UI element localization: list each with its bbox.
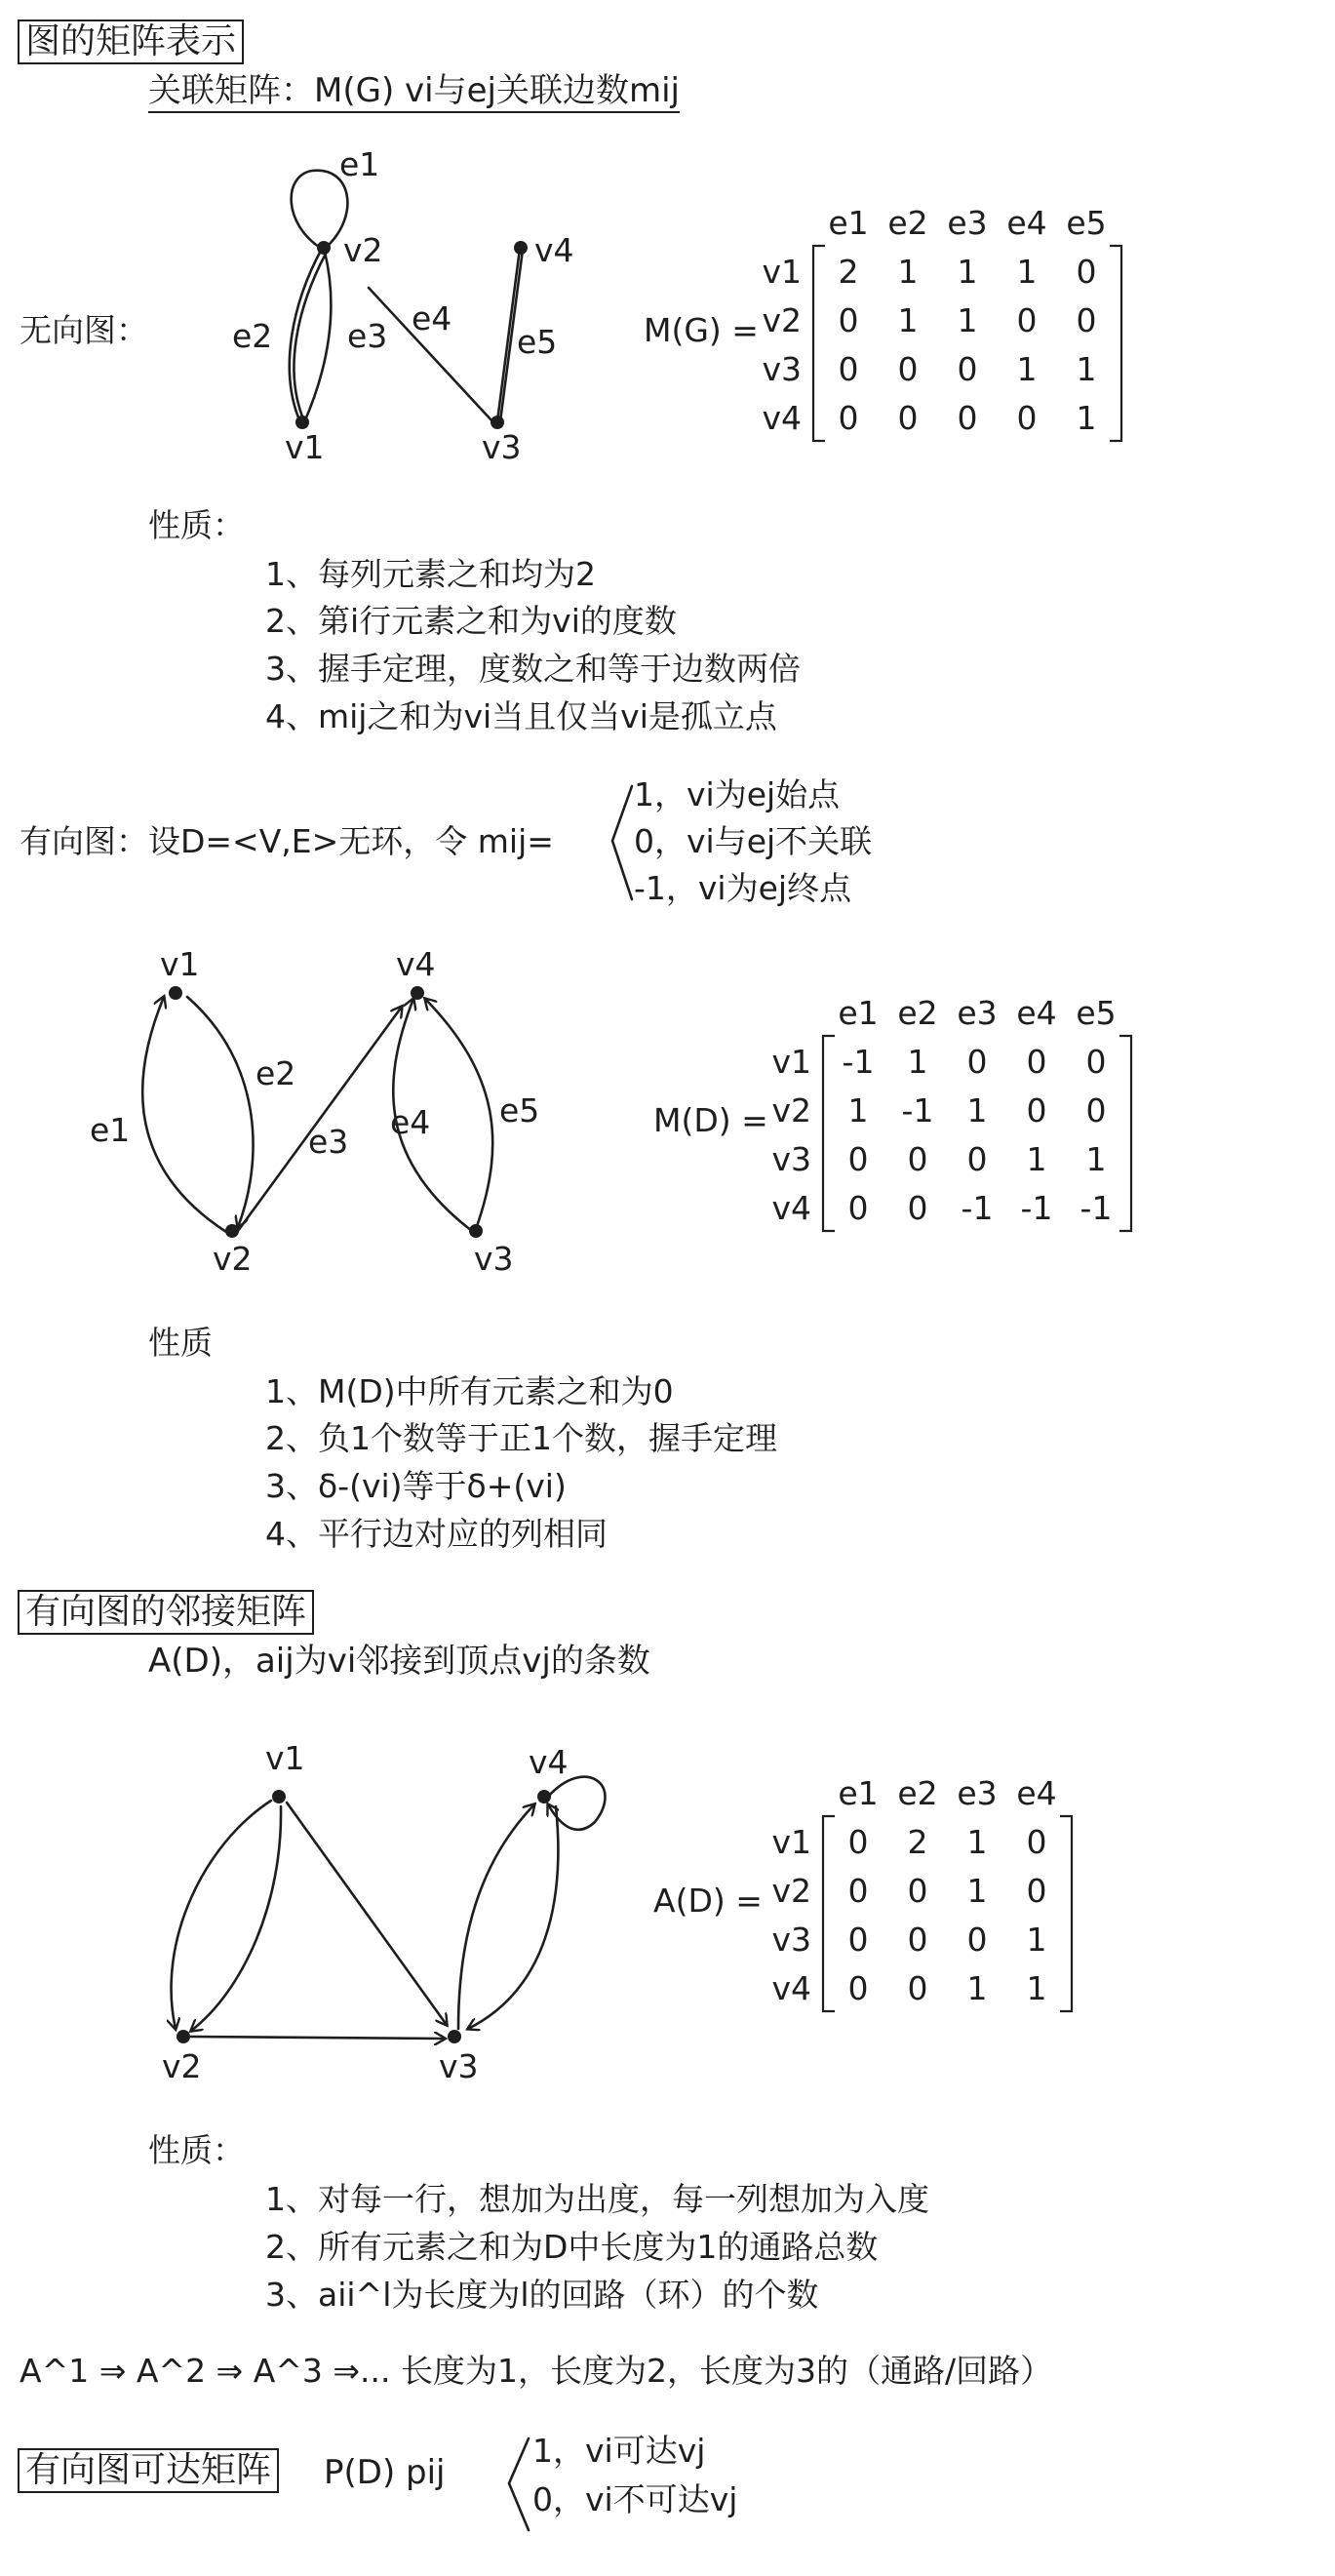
edge-e5-label: e5	[499, 1091, 540, 1129]
matrix2-cell: 0	[847, 1140, 869, 1178]
matrix2-cell: 0	[907, 1189, 928, 1227]
matrix2-cell: 1	[847, 1091, 869, 1129]
matrix3-row-header: v3	[771, 1921, 811, 1959]
property1-item: 3、握手定理，度数之和等于边数两倍	[265, 650, 801, 688]
vertex-v3-dot	[448, 2030, 461, 2043]
matrix2-cell: 0	[1026, 1091, 1047, 1129]
property1-item: 1、每列元素之和均为2	[265, 555, 596, 593]
edge-e3	[238, 1007, 402, 1231]
matrix3-cell: 0	[966, 1921, 988, 1959]
edge-e2b	[294, 254, 326, 421]
vertex-v1-dot	[295, 416, 309, 429]
matrix2-cell: -1	[1080, 1189, 1113, 1227]
matrix2-cell: 0	[966, 1140, 988, 1178]
matrix1-cell: 0	[957, 350, 978, 388]
matrix3-right-bracket	[1060, 1816, 1072, 2011]
matrix2-left-bracket	[823, 1036, 835, 1231]
matrix1-left-bracket	[813, 246, 825, 441]
incidence-matrix-md	[634, 985, 1238, 1239]
directed-case: -1，vi为ej终点	[634, 869, 852, 907]
matrix1-cell: 1	[957, 253, 978, 291]
edge-v1-v2-b	[191, 1806, 281, 2031]
reachability-case: 0，vi不可达vj	[532, 2480, 738, 2518]
matrix3-row-header: v1	[771, 1823, 811, 1861]
matrix1-cell: 0	[838, 399, 859, 437]
property1-item: 4、mij之和为vi当且仅当vi是孤立点	[265, 697, 777, 735]
matrix1-cell: 1	[1016, 253, 1038, 291]
matrix1-cell: 0	[957, 399, 978, 437]
matrix2-col-header: e1	[838, 994, 879, 1032]
matrix3-cell: 0	[907, 1921, 928, 1959]
matrix3-cell: 0	[907, 1969, 928, 2007]
matrix2-cell: 0	[847, 1189, 869, 1227]
matrix1-row-header: v3	[762, 350, 802, 388]
edge-e1	[142, 997, 226, 1232]
matrix2-cell: 0	[966, 1043, 988, 1081]
matrix2-cell: 1	[1085, 1140, 1107, 1178]
vertex-v2-label: v2	[162, 2047, 202, 2085]
edge-v1-v3	[287, 1803, 447, 2025]
matrix1-col-header: e4	[1006, 204, 1047, 242]
adjacency-matrix-ad	[634, 1765, 1238, 2019]
matrix2-cell: -1	[961, 1189, 994, 1227]
matrix3-cell: 1	[966, 1823, 988, 1861]
matrix2-col-header: e4	[1016, 994, 1057, 1032]
matrix2-cell: -1	[842, 1043, 875, 1081]
edge-e4-label: e4	[412, 299, 452, 337]
property2-item: 4、平行边对应的列相同	[265, 1515, 608, 1553]
matrix1-cell: 0	[838, 301, 859, 339]
edge-e5	[425, 999, 492, 1229]
edge-v4-v3	[468, 1806, 558, 2029]
matrix3-cell: 0	[847, 1823, 869, 1861]
property3-item: 3、aii^l为长度为l的回路（环）的个数	[265, 2276, 819, 2314]
vertex-v3-label: v3	[474, 1240, 514, 1278]
property2-item: 1、M(D)中所有元素之和为0	[265, 1372, 674, 1410]
edge-e1-label: e1	[339, 145, 380, 183]
matrix1-cell: 0	[1076, 301, 1097, 339]
matrix1-cell: 0	[1016, 301, 1038, 339]
matrix3-cell: 1	[1026, 1969, 1047, 2007]
matrix3-col-header: e3	[957, 1774, 998, 1812]
graph1-edges	[290, 171, 523, 422]
matrix3-col-header: e2	[897, 1774, 938, 1812]
matrix2-cell: 1	[1026, 1140, 1047, 1178]
matrix1-cell: 0	[838, 350, 859, 388]
matrix3-col-header: e4	[1016, 1774, 1057, 1812]
matrix1-cell: 1	[897, 253, 919, 291]
incidence-definition: 关联矩阵：M(G) vi与ej关联边数mij	[148, 74, 680, 113]
matrix2-cell: -1	[1020, 1189, 1053, 1227]
matrix1-cell: 0	[897, 399, 919, 437]
matrix3-cell: 0	[907, 1872, 928, 1910]
matrix3-label: A(D) =	[653, 1882, 763, 1920]
edge-e5-label: e5	[517, 323, 558, 361]
reachability-definition: P(D) pij	[324, 2453, 446, 2492]
undirected-graph-label: 无向图：	[20, 311, 148, 349]
vertex-v1-label: v1	[160, 945, 200, 983]
matrix-power-line: A^1 ⇒ A^2 ⇒ A^3 ⇒... 长度为1，长度为2，长度为3的（通路/回路）	[20, 2352, 1053, 2390]
matrix3-cell: 0	[847, 1921, 869, 1959]
matrix3-col-header: e1	[838, 1774, 879, 1812]
vertex-v3-label: v3	[439, 2047, 479, 2085]
vertex-v4-label: v4	[396, 945, 436, 983]
matrix2-col-header: e3	[957, 994, 998, 1032]
matrix1-col-header: e1	[828, 204, 869, 242]
edge-v1-v2-a	[172, 1801, 271, 2029]
matrix1-cell: 0	[1016, 399, 1038, 437]
adjacency-graph	[0, 1726, 644, 2117]
edge-v3-v4	[458, 1804, 534, 2029]
section-title-adjacency-matrix: 有向图的邻接矩阵	[18, 1590, 314, 1635]
directed-definition: 有向图：设D=<V,E>无环，令 mij=	[20, 822, 554, 860]
matrix3-cell: 0	[1026, 1823, 1047, 1861]
matrix3-cell: 2	[907, 1823, 928, 1861]
edge-e3-label: e3	[308, 1123, 349, 1161]
matrix1-row-header: v1	[762, 253, 802, 291]
matrix1-col-header: e3	[947, 204, 988, 242]
vertex-v3-dot	[469, 1224, 483, 1238]
matrix2-col-header: e2	[897, 994, 938, 1032]
matrix2-cell: 0	[907, 1140, 928, 1178]
matrix2-right-bracket	[1119, 1036, 1131, 1231]
vertex-v4-dot	[411, 986, 424, 1000]
matrix3-cell: 1	[966, 1872, 988, 1910]
edge-e2	[187, 997, 254, 1227]
edge-e4-label: e4	[390, 1103, 431, 1141]
matrix3-cell: 0	[847, 1872, 869, 1910]
edge-e2-label: e2	[232, 317, 273, 355]
vertex-v1-label: v1	[265, 1739, 305, 1777]
edge-v2-v3	[191, 2037, 445, 2039]
vertex-v3-label: v3	[482, 428, 522, 466]
properties-title-3: 性质：	[148, 2131, 245, 2169]
matrix2-cell: 1	[907, 1043, 928, 1081]
matrix3-cell: 1	[966, 1969, 988, 2007]
matrix1-cell: 0	[897, 350, 919, 388]
matrix3-row-header: v4	[771, 1969, 811, 2007]
edge-e2-label: e2	[255, 1054, 296, 1092]
matrix2-col-header: e5	[1076, 994, 1117, 1032]
matrix2-row-header: v2	[771, 1091, 811, 1129]
vertex-v1-dot	[169, 986, 182, 1000]
undirected-graph	[0, 117, 624, 605]
matrix2-cell: 0	[1085, 1091, 1107, 1129]
edge-e3-label: e3	[347, 317, 388, 355]
property3-item: 2、所有元素之和为D中长度为1的通路总数	[265, 2228, 879, 2266]
vertex-v2-dot	[317, 241, 331, 255]
matrix3-cell: 0	[1026, 1872, 1047, 1910]
vertex-v4-label: v4	[529, 1743, 569, 1781]
matrix1-col-header: e2	[887, 204, 928, 242]
matrix1-cell: 1	[1076, 399, 1097, 437]
section-title-matrix-representation: 图的矩阵表示	[18, 20, 244, 64]
vertex-v4-dot	[537, 1790, 551, 1803]
matrix1-cell: 0	[1076, 253, 1097, 291]
matrix1-col-header: e5	[1066, 204, 1107, 242]
edge-e2	[290, 249, 322, 422]
incidence-matrix-mg	[624, 195, 1209, 449]
edge-e1-label: e1	[90, 1111, 131, 1149]
matrix2-cell: 0	[1085, 1043, 1107, 1081]
matrix1-right-bracket	[1110, 246, 1121, 441]
directed-graph	[0, 936, 624, 1307]
vertex-v2-dot	[225, 1224, 239, 1238]
properties-title-2: 性质	[148, 1324, 213, 1362]
matrix1-row-header: v4	[762, 399, 802, 437]
matrix2-label: M(D) =	[653, 1101, 768, 1139]
matrix1-label: M(G) =	[644, 311, 759, 349]
matrix3-left-bracket	[823, 1816, 835, 2011]
properties-title-1: 性质：	[148, 506, 245, 544]
vertex-v3-dot	[491, 416, 504, 429]
matrix3-row-header: v2	[771, 1872, 811, 1910]
matrix2-cell: -1	[901, 1091, 934, 1129]
directed-case: 1，vi为ej始点	[634, 775, 841, 813]
matrix2-row-header: v1	[771, 1043, 811, 1081]
vertex-v2-label: v2	[213, 1240, 253, 1278]
property3-item: 1、对每一行，想加为出度，每一列想加为入度	[265, 2180, 929, 2218]
vertex-v1-label: v1	[285, 428, 325, 466]
matrix1-cell: 2	[838, 253, 859, 291]
vertex-v1-dot	[272, 1790, 286, 1803]
vertex-v4-dot	[514, 241, 528, 255]
section-title-reachability-matrix: 有向图可达矩阵	[18, 2448, 279, 2493]
matrix1-cell: 1	[1076, 350, 1097, 388]
vertex-v2-label: v2	[343, 231, 383, 269]
property2-item: 3、δ-(vi)等于δ+(vi)	[265, 1467, 567, 1505]
vertex-v2-dot	[177, 2030, 190, 2043]
directed-case: 0，vi与ej不关联	[634, 822, 873, 860]
matrix2-cell: 1	[966, 1091, 988, 1129]
matrix1-cell: 1	[897, 301, 919, 339]
matrix1-row-header: v2	[762, 301, 802, 339]
matrix2-cell: 0	[1026, 1043, 1047, 1081]
property1-item: 2、第i行元素之和为vi的度数	[265, 602, 677, 640]
matrix1-cell: 1	[1016, 350, 1038, 388]
matrix3-cell: 1	[1026, 1921, 1047, 1959]
reachability-case: 1，vi可达vj	[532, 2432, 706, 2470]
vertex-v4-label: v4	[534, 231, 574, 269]
matrix1-cell: 1	[957, 301, 978, 339]
matrix2-row-header: v4	[771, 1189, 811, 1227]
property2-item: 2、负1个数等于正1个数，握手定理	[265, 1419, 777, 1457]
matrix3-cell: 0	[847, 1969, 869, 2007]
matrix2-row-header: v3	[771, 1140, 811, 1178]
adjacency-definition: A(D)，aij为vi邻接到顶点vj的条数	[148, 1642, 650, 1681]
